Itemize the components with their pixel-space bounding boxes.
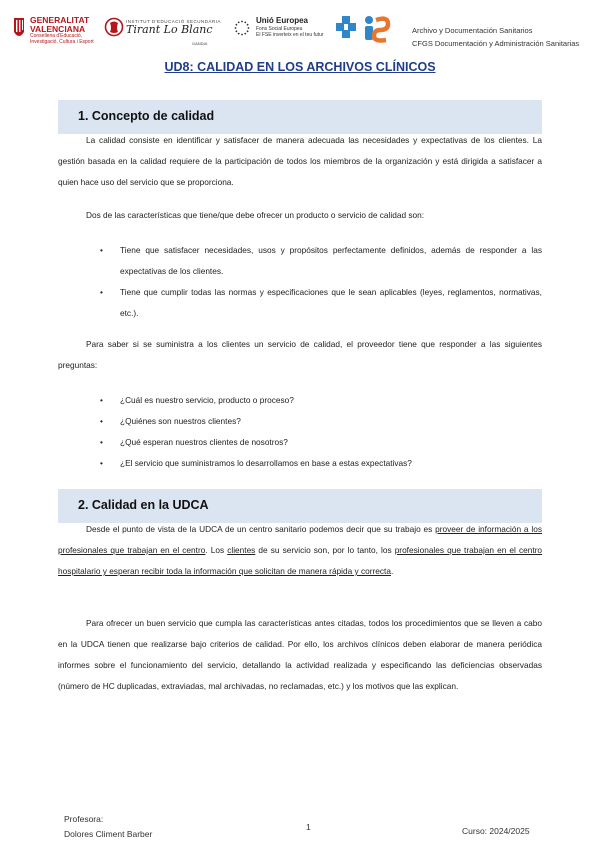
section-2-header: [58, 489, 542, 523]
section-2-paragraph-2: Para ofrecer un buen servicio que cumpla las características antes citadas, todos los procedimientos que se lleven a cabo en la UDCA tienen que realizarse bajo criterios de calidad. Por ello, los archivos clínicos deben elaborar de manera periódica informes sobre el funcionamiento del servicio, detallando la actividad realizada y especificando las deficiencias observadas (número de HC duplicadas, extraviadas, mal archivadas, no reclamadas, etc.) y los motivos que las explican.: [58, 618, 542, 691]
questions-list: [100, 390, 542, 474]
section-2-heading: 2. Calidad en la UDCA: [78, 498, 209, 512]
teacher-name: Dolores Climent Barber: [64, 829, 153, 839]
list-item: • ¿Cuál es nuestro servicio, producto o proceso?: [100, 390, 542, 411]
generalitat-sub-1: Conselleria d'Educació,: [30, 33, 83, 39]
underlined-text: clientes: [227, 545, 256, 555]
list-item: • Tiene que cumplir todas las normas y especificaciones que le sean aplicables (leyes, reglamentos, normativas, etc.).: [100, 282, 542, 324]
section-1-paragraph-3: Para saber si se suministra a los clientes un servicio de calidad, el proveedor tiene que responder a las siguientes preguntas:: [58, 339, 542, 370]
section-1-header: [58, 100, 542, 134]
health-logo: [336, 14, 396, 46]
generalitat-name-1: GENERALITAT: [30, 15, 90, 25]
tirant-emblem-icon: [104, 16, 124, 38]
health-cross-icon: [336, 14, 396, 44]
text-span: de su servicio son, por lo tanto, los: [255, 545, 395, 555]
tirant-city: GANDIA: [192, 41, 208, 46]
page-number: 1: [306, 822, 311, 832]
generalitat-name-2: VALENCIANA: [30, 24, 86, 34]
list-item: • ¿Qué esperan nuestros clientes de nosotros?: [100, 432, 542, 453]
document-title: UD8: CALIDAD EN LOS ARCHIVOS CLÍNICOS: [164, 60, 436, 74]
list-item: • Tiene que satisfacer necesidades, usos y propósitos perfectamente definidos, además de responder a las expectativas de los clientes.: [100, 240, 542, 282]
text-span: Desde el punto de vista de la UDCA de un centro sanitario podemos decir que su trabajo es: [86, 524, 436, 534]
page-header: [14, 14, 586, 50]
generalitat-sub-2: Investigació, Cultura i Esport: [30, 38, 94, 45]
underlined-text: proveer de información a los profesionales que trabajan en el centro: [58, 524, 542, 555]
eu-sub-1: Fons Social Europeu: [256, 26, 303, 32]
cycle-name: CFGS Documentación y Administración Sanitarias: [412, 39, 580, 48]
underlined-text: profesionales que trabajan en el centro hospitalario y esperan recibir toda la información que solicitan de manera rápida y correcta: [58, 545, 543, 576]
eu-sub-2: El FSE inverteix en el teu futur: [256, 32, 324, 38]
footer-teacher: [64, 812, 152, 842]
course-year: Curso: 2024/2025: [462, 826, 530, 836]
list-item: • ¿Quiénes son nuestros clientes?: [100, 411, 542, 432]
section-2-paragraph-1: [58, 519, 542, 582]
section-1-paragraph-2: Dos de las características que tiene/que debe ofrecer un producto o servicio de calidad son:: [86, 210, 425, 220]
module-name: Archivo y Documentación Sanitarios: [412, 26, 533, 35]
eu-stars-icon: [234, 20, 250, 36]
teacher-label: Profesora:: [64, 814, 104, 824]
text-span: . Los: [205, 545, 228, 555]
characteristics-list: [100, 240, 542, 324]
section-1-paragraph-1: La calidad consiste en identificar y satisfacer de manera adecuada las necesidades y expectativas de los clientes. La gestión basada en la calidad requiere de la participación de todos los miembros de la organización y está dirigida a satisfacer a quien hace uso del servicio que se proporciona.: [58, 135, 542, 187]
generalitat-emblem-icon: [12, 16, 26, 42]
section-1-heading: 1. Concepto de calidad: [78, 109, 215, 123]
text-span: .: [390, 566, 394, 576]
course-heading: [412, 24, 600, 50]
tirant-top-text: INSTITUT D'EDUCACIÓ SECUNDÀRIA: [126, 19, 222, 24]
list-item: • ¿El servicio que suministramos lo desarrollamos en base a estas expectativas?: [100, 453, 542, 474]
eu-title: Unió Europea: [256, 16, 309, 25]
tirant-name: Tirant Lo Blanc: [126, 23, 213, 36]
